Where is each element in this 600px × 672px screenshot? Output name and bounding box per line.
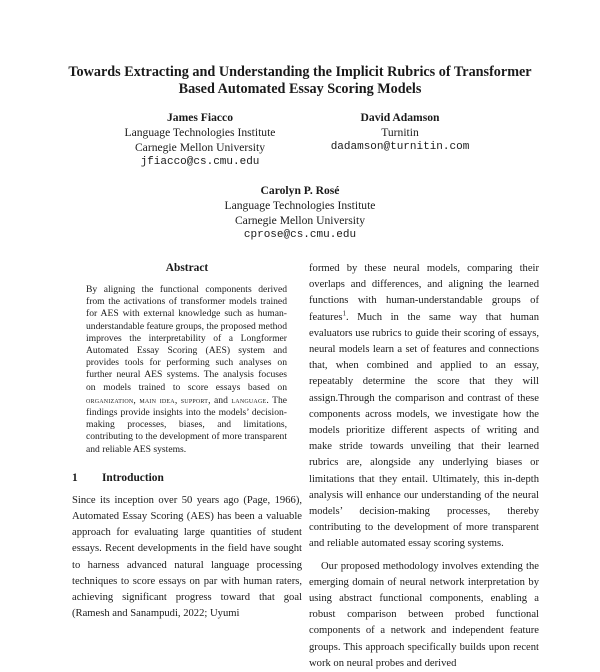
abstract-text-before: By aligning the functional components derived from the activations of transformer models trained for AES with external knowledge such as human-understandable feature groups, the proposed method improves the interpretability of a Longformer Automated Essay Scoring (AES) system and provides tools for performing such analyses on further neural AES systems. The analysis focuses on models trained to score essays based on	[86, 284, 287, 393]
trait-language: language	[231, 394, 267, 405]
paper-title: Towards Extracting and Understanding the Implicit Rubrics of Transformer Based Automated Essay Scoring Models	[68, 64, 532, 97]
paragraph-text: . Much in the same way that human evaluators use rubrics to guide their scoring of essays, neural models learn a set of features and connections that, when combined and applied to an essay, repeatably determine the score that they will assign.Through the comparison and contrast of these components across models, we investigate how the models prioritize different aspects of writing and make stride towards unveiling that their learned rubrics are, alongside any underlying biases or limitations that they entail. Ultimately, this in-depth analysis will enhance our understanding of the neural models’ decision-making processes, thereby contributing to the development of more transparent and reliable automated essay scoring systems.	[309, 311, 539, 550]
author-email[interactable]: cprose@cs.cmu.edu	[243, 229, 357, 241]
trait-support: support	[180, 394, 209, 405]
abstract-heading: Abstract	[165, 262, 209, 274]
left-column	[72, 262, 302, 622]
right-column	[309, 261, 539, 672]
author-name: James Fiacco	[167, 111, 233, 124]
body-paragraph: Our proposed methodology involves extending the emerging domain of neural network interpretation by using abstract functional components, enabling a robust comparison between probed functional components of a network and independent feature groups. This approach specifically builds upon recent work on neural probes and derived	[309, 560, 539, 669]
trait-main-idea: main idea	[139, 394, 175, 405]
author-institution: Carnegie Mellon University	[134, 141, 266, 154]
author-name: David Adamson	[360, 111, 440, 124]
author-email[interactable]: dadamson@turnitin.com	[330, 141, 470, 153]
section-title: Introduction	[102, 471, 164, 484]
body-paragraph	[309, 261, 539, 553]
introduction-text	[72, 493, 302, 623]
author-institution: Carnegie Mellon University	[234, 214, 366, 227]
right-column-text	[309, 261, 539, 672]
author-name: Carolyn P. Rosé	[260, 184, 340, 197]
author-block	[105, 110, 295, 170]
author-block	[200, 183, 400, 243]
paragraph-text: formed by these neural models, comparing their overlaps and differences, and aligning the learned functions with human-understandable groups of features	[309, 263, 539, 323]
introduction-paragraph: Since its inception over 50 years ago (Page, 1966), Automated Essay Scoring (AES) has been a valuable approach for evaluating large quantities of student essays. Recent developments in the field have sought to harness advanced natural language processing techniques to score essays on par with human raters, achieving significant progress toward that goal (Ramesh and Sanampudi, 2022; Uyumi	[72, 494, 302, 620]
section-heading-introduction	[72, 471, 302, 485]
footnote-marker[interactable]: 1	[342, 309, 347, 318]
author-email[interactable]: jfiacco@cs.cmu.edu	[140, 156, 260, 168]
section-number: 1	[72, 471, 78, 484]
author-block	[305, 110, 495, 155]
author-affiliation: Language Technologies Institute	[124, 126, 276, 139]
abstract-text: By aligning the functional components derived from the activations of transformer models trained for AES with external knowledge such as human-understandable feature groups, the proposed method improves the interpretability of a Longformer Automated Essay Scoring (AES) system and provides tools for performing such analyses on further neural AES systems. The analysis focuses on models trained to score essays based on organization, main idea, support, and language. The findings provide insights into the models’ decision-making processes, biases, and limitations, contributing to the development of more transparent and reliable AES systems.	[86, 284, 288, 455]
author-affiliation: Turnitin	[381, 126, 419, 139]
abstract-text-after: The findings provide insights into the models’ decision-making processes, biases, and limitations, contributing to the development of more transparent and reliable AES systems.	[86, 394, 288, 455]
author-affiliation: Language Technologies Institute	[224, 199, 376, 212]
trait-organization: organization	[86, 394, 134, 405]
